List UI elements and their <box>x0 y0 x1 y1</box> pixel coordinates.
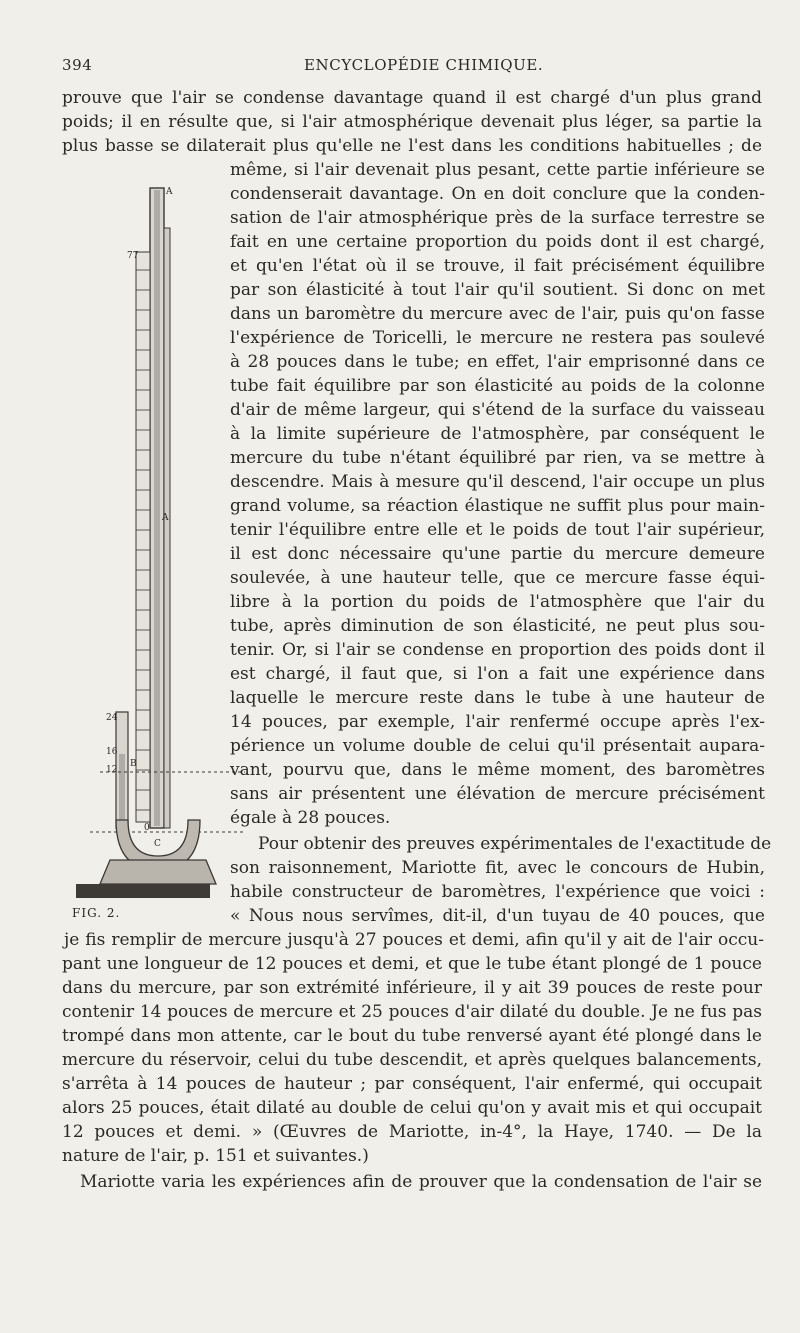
text-line: libre à la portion du poids de l'atmosphère que l'air du <box>230 592 765 612</box>
label-16: 16 <box>106 747 118 757</box>
text-line: sation de l'air atmosphérique près de la surface terrestre se <box>230 208 765 228</box>
text-line: habile constructeur de baromètres, l'expérience que voici : <box>230 882 765 902</box>
text-line: à 28 pouces dans le tube; en effet, l'air emprisonné dans ce <box>230 352 765 372</box>
text-line: laquelle le mercure reste dans le tube à une hauteur de <box>230 688 765 708</box>
label-12: 12 <box>106 765 118 775</box>
stand-base <box>76 884 210 898</box>
text-line: sans air présentent une élévation de mercure précisément <box>230 784 765 804</box>
label-a-top: A <box>166 187 173 197</box>
text-line: tenir. Or, si l'air se condense en proportion des poids dont il <box>230 640 765 660</box>
page-header <box>62 56 757 80</box>
text-line: égale à 28 pouces. <box>230 808 391 828</box>
mercury-column <box>154 190 160 826</box>
support-rod <box>164 228 170 828</box>
text-line: condenserait davantage. On en doit conclure que la conden- <box>230 184 765 204</box>
text-line: mercure du tube n'étant équilibré par rien, va se mettre à <box>230 448 765 468</box>
text-line: prouve que l'air se condense davantage quand il est chargé d'un plus grand <box>62 88 762 108</box>
text-line: soulevée, à une hauteur telle, que ce mercure fasse équi- <box>230 568 765 588</box>
text-line: 14 pouces, par exemple, l'air renfermé occupe après l'ex- <box>230 712 765 732</box>
text-line: fait en une certaine proportion du poids dont il est chargé, <box>230 232 765 252</box>
text-line: « Nous nous servîmes, dit-il, d'un tuyau de 40 pouces, que <box>230 906 765 926</box>
label-a-mid: A <box>162 513 169 523</box>
text-line: nature de l'air, p. 151 et suivantes.) <box>62 1146 369 1166</box>
text-line: grand volume, sa réaction élastique ne suffit plus pour main- <box>230 496 765 516</box>
text-line: et qu'en l'état où il se trouve, il fait précisément équilibre <box>230 256 765 276</box>
text-line: même, si l'air devenait plus pesant, cette partie inférieure se <box>230 160 765 180</box>
text-line: son raisonnement, Mariotte fit, avec le concours de Hubin, <box>230 858 765 878</box>
scale-board <box>136 252 150 822</box>
text-line: alors 25 pouces, était dilaté au double de celui qu'on y avait mis et qui occupait <box>62 1098 762 1118</box>
text-line: vant, pourvu que, dans le même moment, des baromètres <box>230 760 765 780</box>
text-line: à la limite supérieure de l'atmosphère, par conséquent le <box>230 424 765 444</box>
text-line: l'expérience de Toricelli, le mercure ne restera pas soulevé <box>230 328 765 348</box>
barometer-figure <box>70 180 250 940</box>
text-line: dans du mercure, par son extrémité inférieure, il y ait 39 pouces de reste pour <box>62 978 762 998</box>
text-line: Mariotte varia les expériences afin de prouver que la condensation de l'air se <box>80 1172 762 1192</box>
label-b: B <box>130 759 137 769</box>
figure-caption: FIG. 2. <box>72 906 121 920</box>
text-line: d'air de même largeur, qui s'étend de la surface du vaisseau <box>230 400 765 420</box>
text-line: tenir l'équilibre entre elle et le poids de tout l'air supérieur, <box>230 520 765 540</box>
text-line: périence un volume double de celui qu'il présentait aupara- <box>230 736 765 756</box>
text-line: poids; il en résulte que, si l'air atmosphérique devenait plus léger, sa partie la <box>62 112 762 132</box>
running-title: ENCYCLOPÉDIE CHIMIQUE. <box>304 56 544 74</box>
text-line: plus basse se dilaterait plus qu'elle ne l'est dans les conditions habituelles ; de <box>62 136 762 156</box>
text-line: tube fait équilibre par son élasticité au poids de la colonne <box>230 376 765 396</box>
text-line: dans un baromètre du mercure avec de l'air, puis qu'on fasse <box>230 304 765 324</box>
text-line: Pour obtenir des preuves expérimentales de l'exactitude de <box>258 834 772 854</box>
text-line: 12 pouces et demi. » (Œuvres de Mariotte, in-4°, la Haye, 1740. — De la <box>62 1122 762 1142</box>
text-line: contenir 14 pouces de mercure et 25 pouces d'air dilaté du double. Je ne fus pas <box>62 1002 762 1022</box>
label-0: 0 <box>144 823 150 833</box>
text-line: est chargé, il faut que, si l'on a fait une expérience dans <box>230 664 765 684</box>
text-line: il est donc nécessaire qu'une partie du mercure demeure <box>230 544 765 564</box>
text-line: mercure du réservoir, celui du tube descendit, et après quelques balancements, <box>62 1050 762 1070</box>
text-line: descendre. Mais à mesure qu'il descend, l'air occupe un plus <box>230 472 765 492</box>
text-line: s'arrêta à 14 pouces de hauteur ; par conséquent, l'air enfermé, qui occupait <box>62 1074 762 1094</box>
text-line: trompé dans mon attente, car le bout du tube renversé ayant été plongé dans le <box>62 1026 762 1046</box>
barometer-illustration <box>70 180 250 940</box>
short-tube-mercury <box>119 754 125 828</box>
text-line: pant une longueur de 12 pouces et demi, et que le tube étant plongé de 1 pouce <box>62 954 762 974</box>
text-line: tube, après diminution de son élasticité, ne peut plus sou- <box>230 616 765 636</box>
stand-top <box>100 860 216 884</box>
label-77: 77 <box>127 251 139 261</box>
text-line: par son élasticité à tout l'air qu'il soutient. Si donc on met <box>230 280 765 300</box>
page-number: 394 <box>62 56 93 74</box>
text-line: je fis remplir de mercure jusqu'à 27 pouces et demi, afin qu'il y ait de l'air occu- <box>64 930 764 950</box>
label-c: C <box>154 839 161 849</box>
label-24: 24 <box>106 713 118 723</box>
